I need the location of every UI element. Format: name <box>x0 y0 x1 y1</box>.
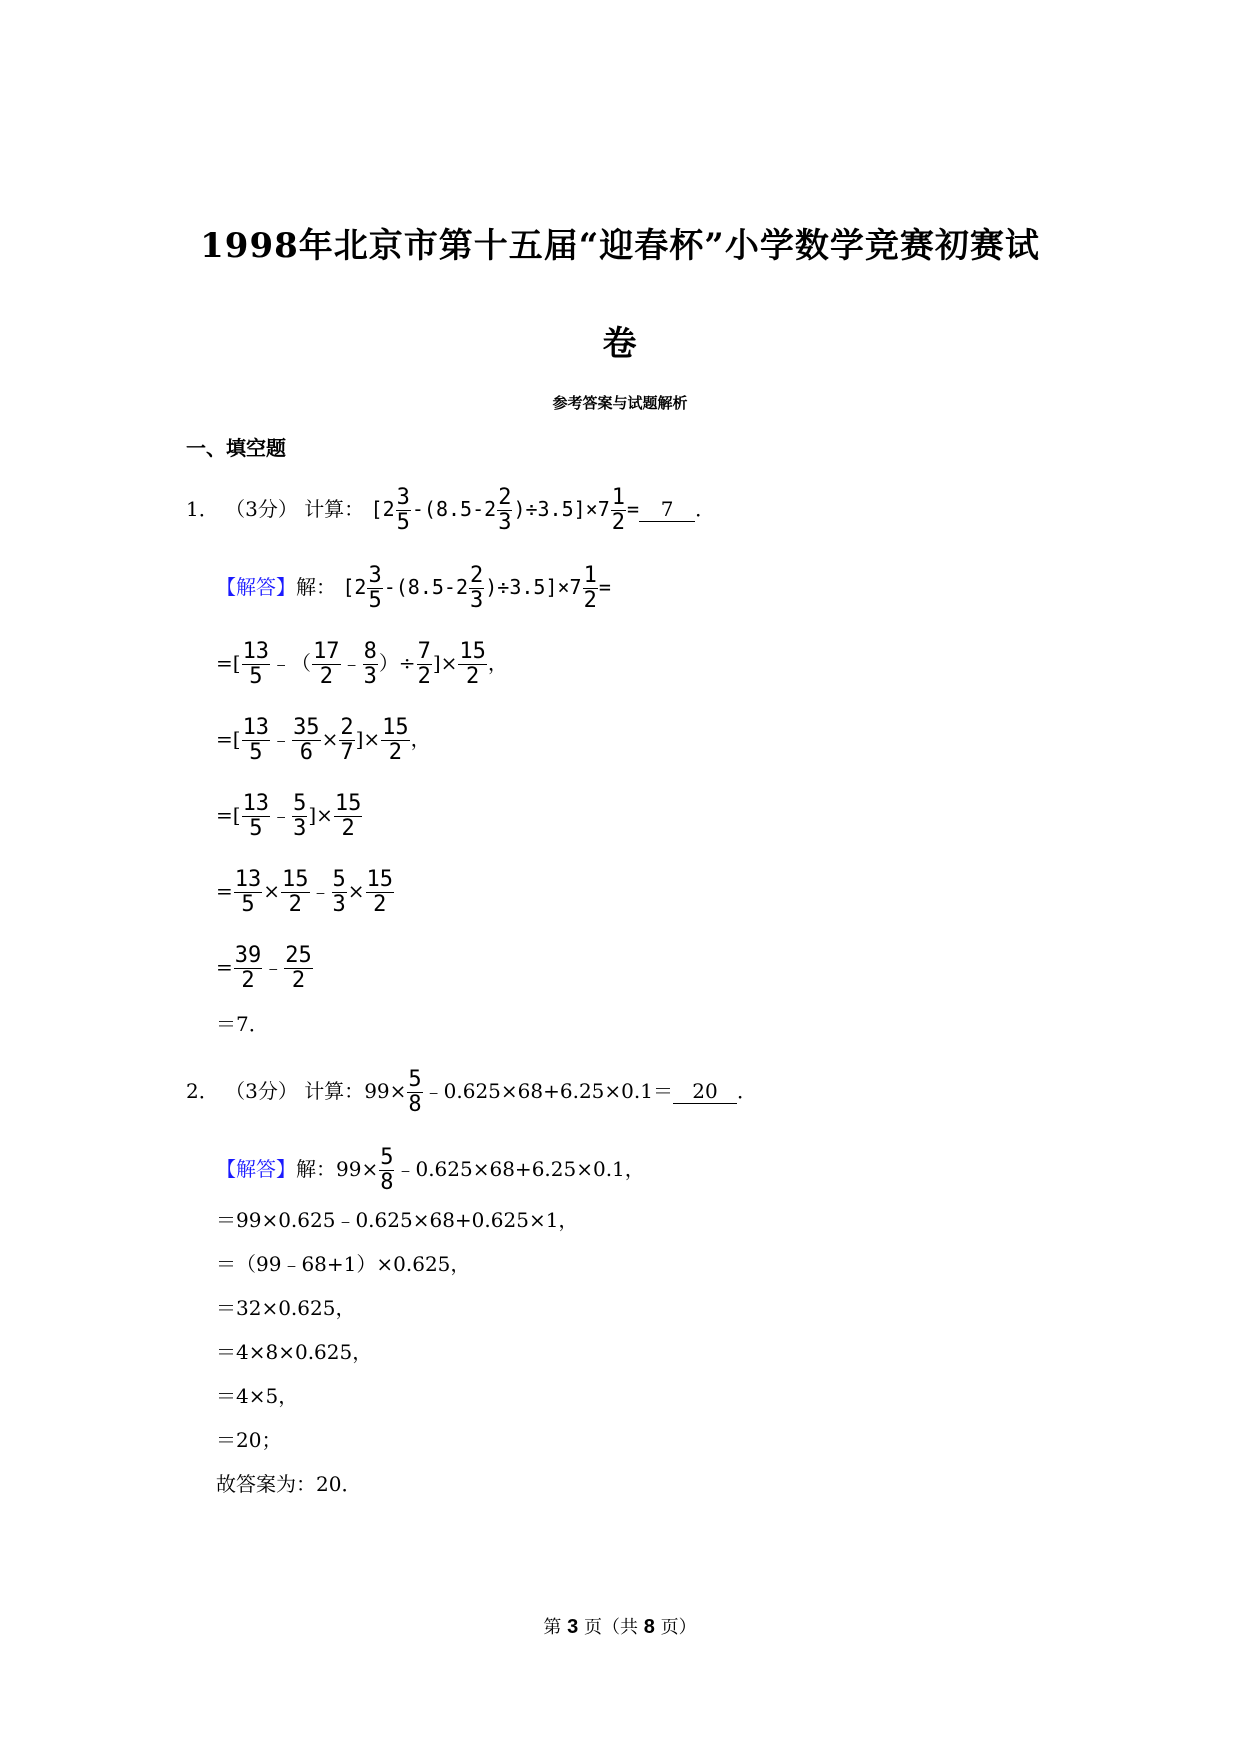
document-title-line-1: 1998年北京市第十五届“迎春杯”小学数学竞赛初赛试 <box>200 226 1040 266</box>
current-page-number: 3 <box>567 1616 579 1638</box>
solution-2-step: ＝4×5， <box>216 1384 299 1408</box>
page-footer: 第 3 页（共 8 页） <box>543 1616 697 1638</box>
solution-2-step: ＝99×0.625﹣0.625×68+0.625×1， <box>216 1208 579 1232</box>
question-points: （3分） <box>225 1079 298 1103</box>
solution-2-conclusion: 故答案为：20． <box>216 1472 362 1496</box>
solution-2-header: 【解答】解：99× $\frac{5}{8}$ ﹣0.625×68+6.25×0.1， <box>216 1145 645 1195</box>
solution-2-step: ＝32×0.625， <box>216 1296 356 1320</box>
total-page-number: 8 <box>643 1616 655 1638</box>
question-number: 2． <box>186 1079 219 1103</box>
question-prompt: 计算： <box>304 497 365 521</box>
answer-blank: 7 <box>639 497 695 522</box>
solution-1-step-2: =[ $\frac{13}{5}$ ﹣ $\frac{35}{6}$ × $\frac{2}{7}$ ]× $\frac{15}{2}$ ， <box>216 715 431 765</box>
section-title: 一、填空题 <box>186 436 286 460</box>
document-subtitle: 参考答案与试题解析 <box>552 394 688 412</box>
answer-blank: 20 <box>673 1079 737 1104</box>
solution-2-step: ＝20； <box>216 1428 282 1452</box>
question-points: （3分） <box>225 497 298 521</box>
answer-tag: 【解答】 <box>216 575 296 599</box>
solution-1-header <box>216 564 611 613</box>
question-1: 1． （3分） 计算： [2 $\frac{3}{5}$ -(8.5-2 $\frac{2}{3}$ )÷3.5]×7 $\frac{1}{2}$ = 7 ． <box>186 485 716 535</box>
answer-tag: 【解答】 <box>216 1157 296 1181</box>
question-expression: ﹣0.625×68+6.25×0.1＝ <box>423 1079 673 1103</box>
solution-1-step-5: = $\frac{39}{2}$ ﹣ $\frac{25}{2}$ <box>216 943 312 993</box>
document-title-line-2: 卷 <box>602 324 638 364</box>
solution-2-step: ＝4×8×0.625， <box>216 1340 373 1364</box>
question-prompt: 计算： <box>304 1079 365 1103</box>
solution-label: 解： <box>296 575 336 599</box>
solution-label: 解： <box>296 1157 336 1181</box>
solution-1-result: ＝7． <box>216 1012 269 1036</box>
solution-expression: [2 $\frac{3}{5}$ -(8.5-2 $\frac{2}{3}$ )÷3.5]×7 $\frac{1}{2}$ = <box>342 563 611 613</box>
solution-1-step-1: =[ $\frac{13}{5}$ ﹣（ $\frac{17}{2}$ ﹣ $\frac{8}{3}$ ）÷ $\frac{7}{2}$ ]× $\frac{15}{2}$ ， <box>216 639 508 689</box>
solution-1-step-4: = $\frac{13}{5}$ × $\frac{15}{2}$ ﹣ $\frac{5}{3}$ × $\frac{15}{2}$ <box>216 867 394 917</box>
solution-1-step-3: =[ $\frac{13}{5}$ ﹣ $\frac{5}{3}$ ]× $\frac{15}{2}$ <box>216 791 362 841</box>
solution-2-step: ＝（99﹣68+1）×0.625， <box>216 1252 471 1276</box>
question-number: 1． <box>186 497 219 521</box>
question-expression: [2 $\frac{3}{5}$ -(8.5-2 $\frac{2}{3}$ )÷3.5]×7 $\frac{1}{2}$ = <box>370 485 640 535</box>
solution-expression: ﹣0.625×68+6.25×0.1， <box>395 1157 645 1181</box>
question-2: 2． （3分） 计算：99× $\frac{5}{8}$ ﹣0.625×68+6.25×0.1＝ 20 ． <box>186 1067 757 1117</box>
